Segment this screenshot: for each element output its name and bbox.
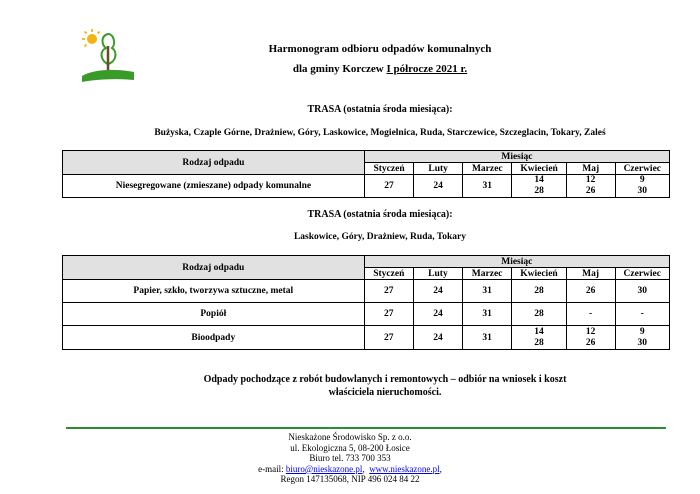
month-mar: Marzec: [462, 268, 511, 280]
month-jun: Czerwiec: [615, 163, 669, 175]
date-cell: 24: [413, 326, 462, 350]
date-cell: -: [615, 303, 669, 326]
date-cell: 26: [566, 280, 615, 303]
contact-trailing: ,: [439, 463, 442, 474]
table-row: [63, 175, 670, 198]
note-line-2: właściciela nieruchomości.: [328, 387, 442, 398]
email-label: e-mail:: [258, 463, 286, 474]
date-cell: 30: [615, 280, 669, 303]
waste-type-cell: Bioodpady: [63, 326, 365, 350]
date-cell: [566, 326, 615, 350]
company-footer: [0, 432, 700, 485]
date-cell: [566, 175, 615, 198]
footer-phone: Biuro tel. 733 700 353: [309, 453, 391, 464]
month-header: Miesiąc: [364, 151, 669, 163]
month-apr: Kwiecień: [512, 163, 566, 175]
website-link[interactable]: www.nieskazone.pl: [369, 463, 440, 474]
footer-contact: [0, 464, 700, 475]
date-cell-text: 12 26: [585, 326, 596, 348]
date-cell: 24: [414, 175, 463, 198]
date-cell: [615, 326, 669, 350]
subtitle-prefix: dla gminy Korczew: [292, 63, 387, 75]
waste-type-cell: Popiół: [63, 303, 365, 326]
date-cell: 31: [462, 326, 511, 350]
footer-registry: Regon 147135068, NIP 496 024 84 22: [280, 474, 420, 485]
route1-places: Bużyska, Czaple Górne, Drażniew, Góry, Laskowice, Mogielnica, Ruda, Starczewice, Szczeglacin, Tokary, Zaleś: [154, 128, 606, 138]
date-cell: 27: [364, 326, 413, 350]
route1-title: TRASA (ostatnia środa miesiąca):: [307, 104, 453, 115]
table-row: [63, 280, 670, 303]
email-link[interactable]: biuro@nieskazone.pl: [285, 463, 363, 474]
month-jun: Czerwiec: [615, 268, 669, 280]
route2-places: Laskowice, Góry, Drażniew, Ruda, Tokary: [293, 232, 467, 242]
table-row: [63, 303, 670, 326]
date-cell: 28: [512, 303, 566, 326]
date-cell-text: 9 30: [637, 326, 648, 348]
date-cell: 31: [462, 280, 511, 303]
date-cell: 27: [364, 303, 413, 326]
waste-type-header: Rodzaj odpadu: [63, 151, 365, 175]
date-cell: 31: [463, 175, 512, 198]
company-logo: [78, 26, 138, 86]
page-title: Harmonogram odbioru odpadów komunalnych: [268, 43, 492, 55]
waste-type-cell: Niesegregowane (zmieszane) odpady komunalne: [63, 175, 365, 198]
date-cell-text: 14 28: [534, 175, 544, 196]
date-cell: [615, 175, 669, 198]
month-jan: Styczeń: [364, 268, 413, 280]
footer-divider: [66, 427, 666, 429]
date-cell: 31: [462, 303, 511, 326]
date-cell-text: 14 28: [534, 326, 544, 348]
subtitle-period: I półrocze 2021 r.: [386, 63, 468, 75]
month-feb: Luty: [413, 268, 462, 280]
route1-schedule-table: [62, 150, 670, 198]
table-row: [63, 326, 670, 350]
construction-waste-note: [185, 373, 585, 399]
footer-company: Nieskażone Środowisko Sp. z o.o.: [288, 432, 412, 442]
month-header: Miesiąc: [364, 256, 669, 268]
month-mar: Marzec: [463, 163, 512, 175]
month-jan: Styczeń: [364, 163, 413, 175]
contact-separator: ,: [362, 463, 370, 474]
note-line-1: Odpady pochodzące z robót budowlanych i remontowych – odbiór na wniosek i koszt: [203, 374, 567, 385]
waste-type-cell: Papier, szkło, tworzywa sztuczne, metal: [63, 280, 365, 303]
page-subtitle: [30, 63, 700, 75]
date-cell: [512, 175, 566, 198]
date-cell: 24: [413, 303, 462, 326]
date-cell: -: [566, 303, 615, 326]
month-may: Maj: [566, 268, 615, 280]
date-cell-text: 12 26: [585, 175, 596, 196]
waste-type-header: Rodzaj odpadu: [63, 256, 365, 280]
route2-schedule-table: [62, 255, 670, 350]
date-cell: 27: [364, 280, 413, 303]
footer-address: ul. Ekologiczna 5, 08-200 Łosice: [290, 442, 410, 453]
month-apr: Kwiecień: [512, 268, 566, 280]
month-feb: Luty: [414, 163, 463, 175]
route2-title: TRASA (ostatnia środa miesiąca):: [307, 209, 453, 220]
date-cell: 27: [364, 175, 413, 198]
month-may: Maj: [566, 163, 615, 175]
date-cell: [512, 326, 566, 350]
date-cell: 24: [413, 280, 462, 303]
date-cell: 28: [512, 280, 566, 303]
date-cell-text: 9 30: [637, 175, 648, 196]
